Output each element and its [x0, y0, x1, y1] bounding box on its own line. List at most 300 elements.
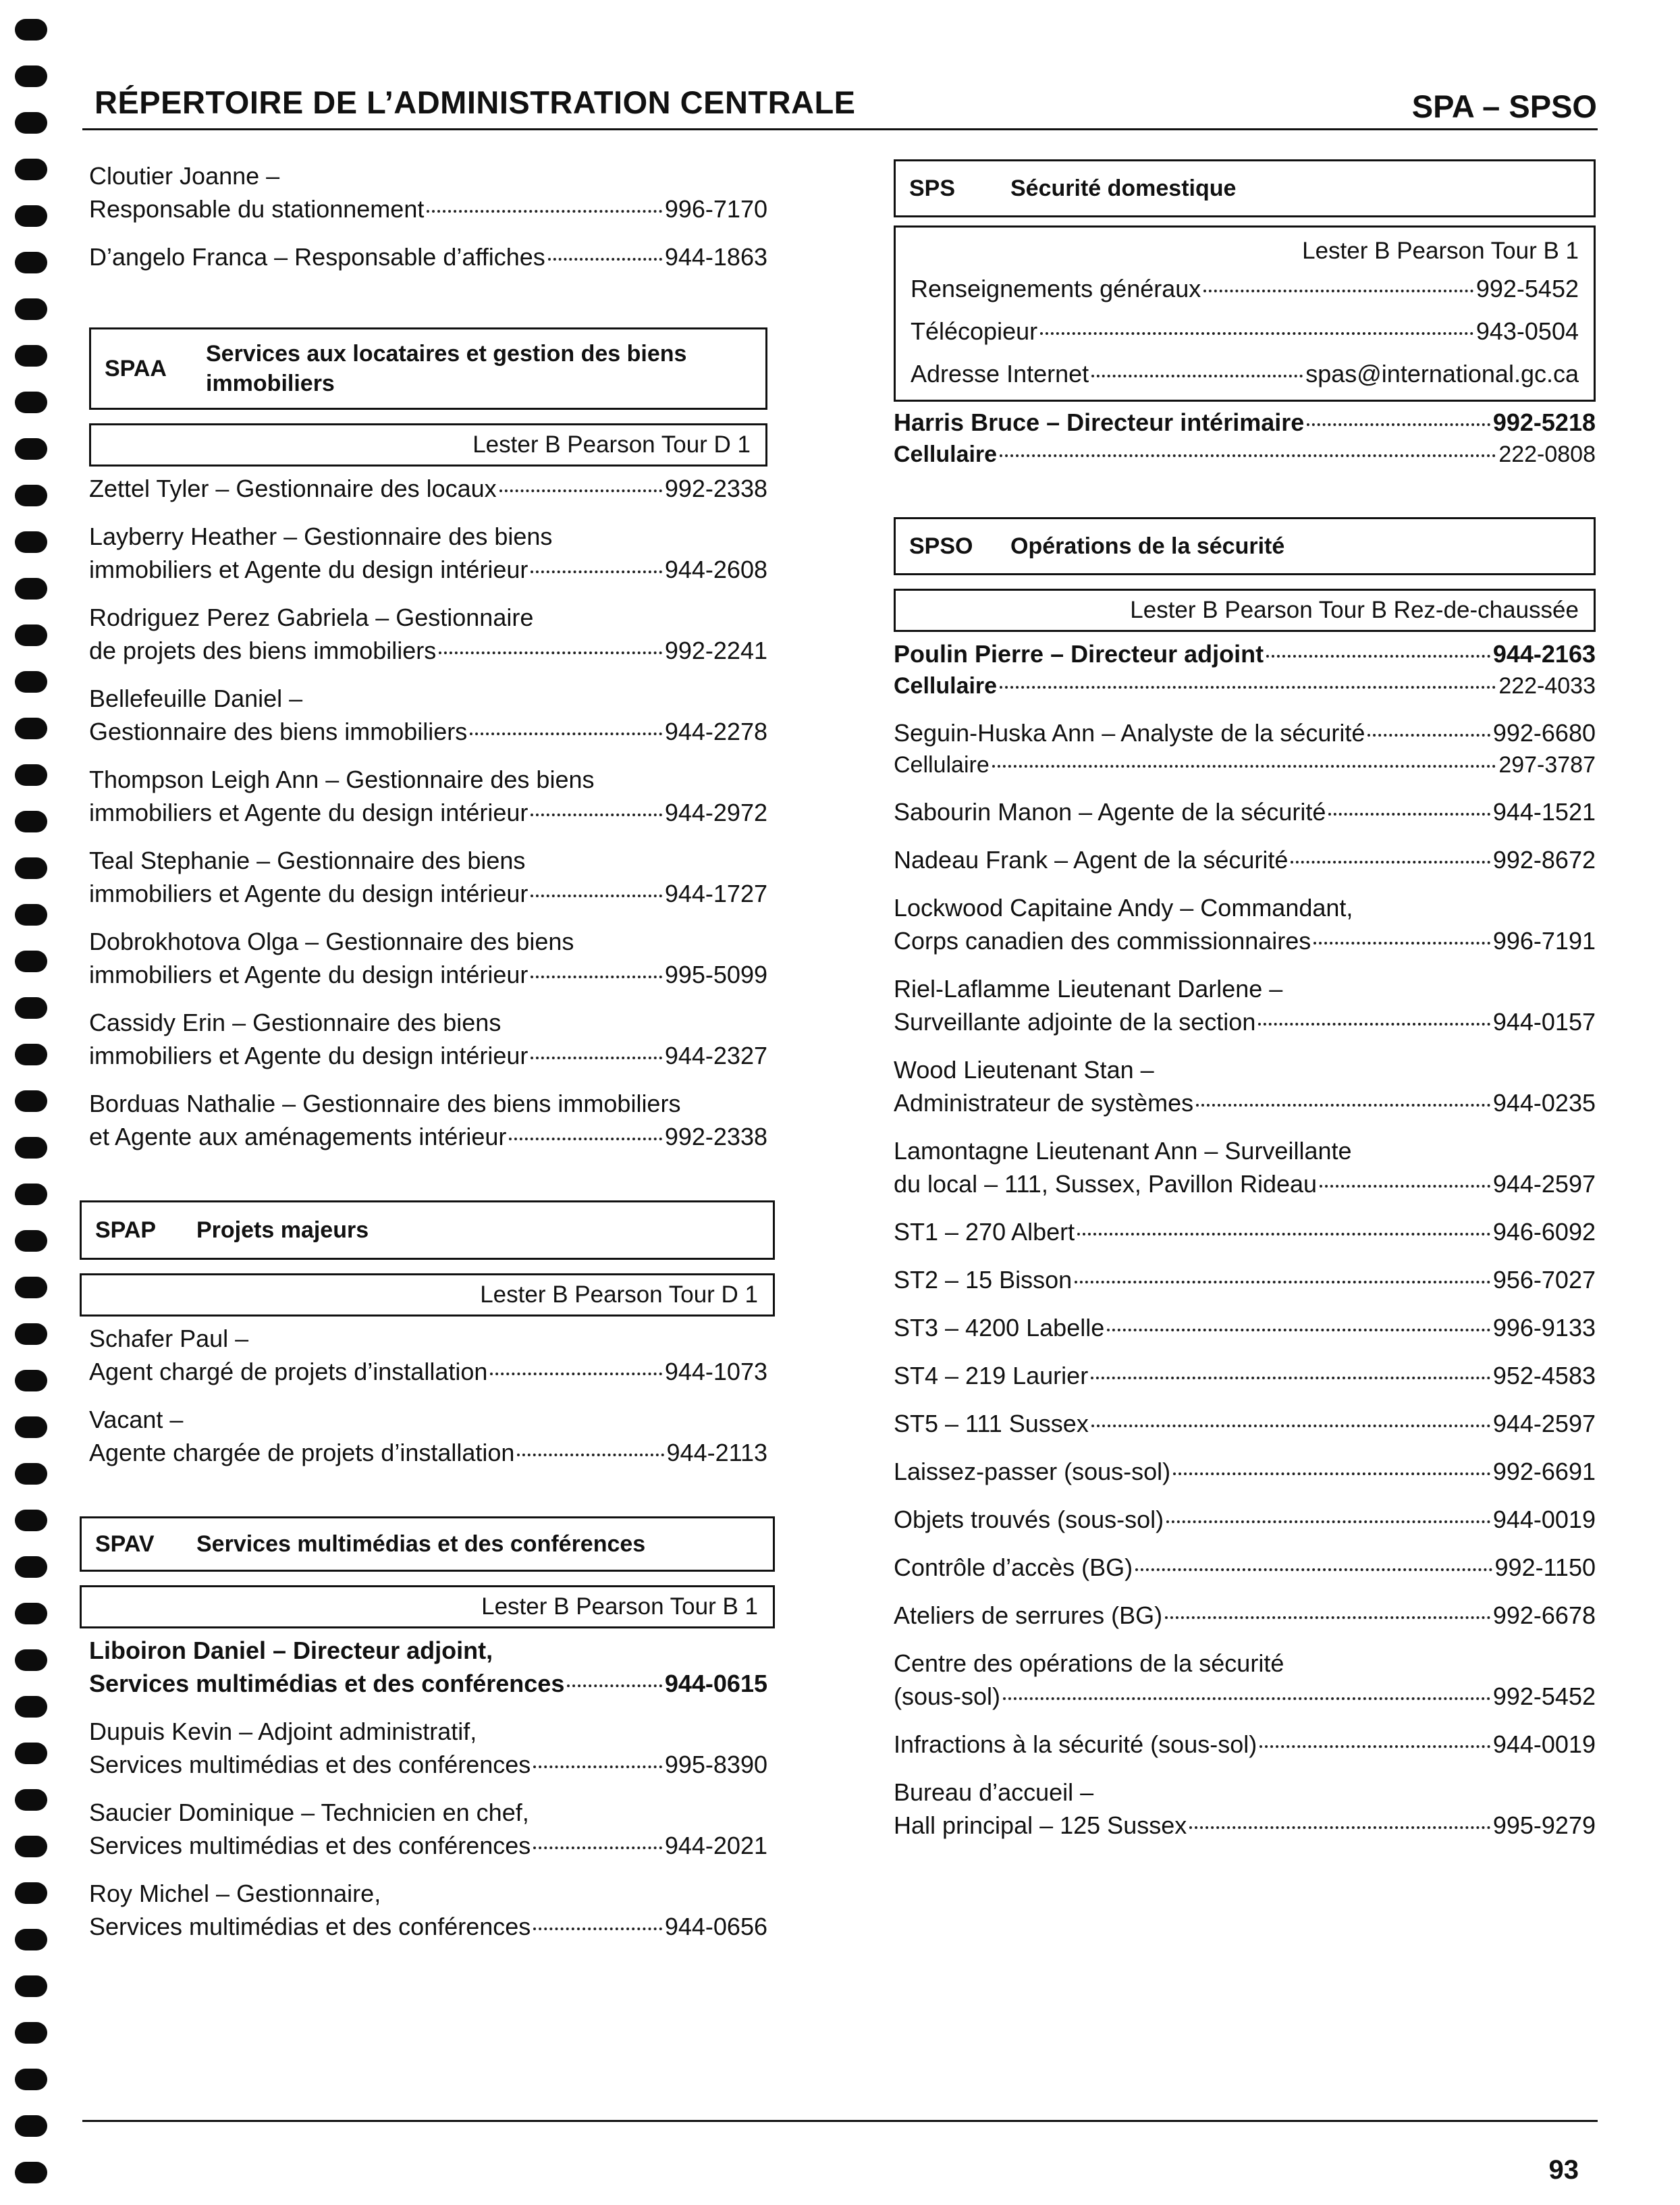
- cell-line: [894, 439, 1596, 470]
- entry-text: Poulin Pierre – Directeur adjoint: [894, 640, 1264, 668]
- entry-text: ST5 – 111 Sussex: [894, 1410, 1089, 1437]
- entry-line: [89, 553, 767, 586]
- dot-leader: [1091, 1377, 1490, 1379]
- binding-hole: [15, 1789, 47, 1811]
- entry-line: [89, 877, 767, 910]
- dot-leader: [1189, 1826, 1490, 1829]
- directory-entry: [89, 1087, 767, 1153]
- entry-text: Responsable du stationnement: [89, 195, 425, 223]
- entry-text: Hall principal – 125 Sussex: [894, 1811, 1187, 1839]
- entry-line: [894, 1134, 1596, 1167]
- binding-hole: [15, 1370, 47, 1391]
- directory-entry: [894, 1215, 1596, 1248]
- entry-text: Cassidy Erin – Gestionnaire des biens: [89, 1009, 502, 1036]
- binding-hole: [15, 671, 47, 693]
- entry-line: [894, 843, 1596, 876]
- entry-line: [89, 925, 767, 958]
- right-column: [894, 159, 1596, 1857]
- entry-line: [894, 1005, 1596, 1038]
- phone-number: 992-6680: [1492, 719, 1596, 747]
- entry-text: Sabourin Manon – Agente de la sécurité: [894, 798, 1326, 826]
- phone-number: 992-1150: [1494, 1553, 1596, 1581]
- entry-text: Harris Bruce – Directeur intérimaire: [894, 408, 1305, 436]
- directory-entry: [894, 1263, 1596, 1296]
- page-header-title: RÉPERTOIRE DE L’ADMINISTRATION CENTRALE: [94, 84, 856, 120]
- entry-line: [894, 1455, 1596, 1488]
- entry-line: [89, 1796, 767, 1829]
- entry-line: [894, 1359, 1596, 1392]
- dot-leader: [1203, 290, 1473, 292]
- entry-line: [89, 1436, 767, 1469]
- binding-hole: [15, 1603, 47, 1624]
- binding-hole: [15, 811, 47, 832]
- directory-entry: [894, 406, 1596, 470]
- dot-leader: [548, 258, 662, 261]
- entry-line: [89, 634, 767, 667]
- entry-line: [89, 1748, 767, 1781]
- entry-line: [894, 1086, 1596, 1119]
- directory-entry: [911, 357, 1579, 390]
- dot-leader: [427, 210, 662, 213]
- entry-text: immobiliers et Agente du design intérieur: [89, 556, 529, 583]
- entry-text: Teal Stephanie – Gestionnaire des biens: [89, 847, 526, 874]
- dot-leader: [1307, 423, 1490, 426]
- directory-entry: [89, 844, 767, 910]
- left-column: [89, 159, 767, 1958]
- entry-text: Cloutier Joanne –: [89, 162, 280, 190]
- entry-line: [89, 1667, 767, 1700]
- section-sps-general-lines: [911, 272, 1579, 390]
- entry-text: Services multimédias et des conférences: [89, 1751, 531, 1778]
- entry-text: du local – 111, Sussex, Pavillon Rideau: [894, 1170, 1318, 1198]
- phone-number: 944-1727: [664, 880, 767, 907]
- entry-text: Lockwood Capitaine Andy – Commandant,: [894, 894, 1353, 922]
- phone-number: 996-9133: [1492, 1314, 1596, 1341]
- phone-number: 944-2597: [1492, 1170, 1596, 1198]
- entry-line: [89, 1877, 767, 1910]
- dot-leader: [992, 765, 1496, 768]
- dot-leader: [531, 976, 662, 978]
- entry-text: Thompson Leigh Ann – Gestionnaire des biens: [89, 766, 595, 793]
- entry-text: Services multimédias et des conférences: [89, 1832, 531, 1859]
- directory-entry: [89, 763, 767, 829]
- section-spaa-header: [89, 327, 767, 410]
- directory-entry: [89, 601, 767, 667]
- directory-entry: [89, 472, 767, 505]
- entry-line: [89, 520, 767, 553]
- entry-text: D’angelo Franca – Responsable d’affiches: [89, 243, 545, 271]
- entry-line: [89, 1006, 767, 1039]
- directory-entry: [89, 1634, 767, 1700]
- entry-line: [894, 795, 1596, 828]
- section-code: SPS: [909, 176, 956, 201]
- entry-text: Agent chargé de projets d’installation: [89, 1358, 488, 1385]
- entry-line: [89, 1403, 767, 1436]
- entry-text: ST4 – 219 Laurier: [894, 1362, 1089, 1389]
- entry-line: [894, 1551, 1596, 1584]
- entry-line: [89, 159, 767, 192]
- directory-entry: [89, 1322, 767, 1388]
- directory-entry: [894, 1599, 1596, 1632]
- binding-hole: [15, 904, 47, 926]
- section-spap-entries: [89, 1322, 767, 1469]
- entry-text: Liboiron Daniel – Directeur adjoint,: [89, 1637, 493, 1664]
- entry-text: ST3 – 4200 Labelle: [894, 1314, 1105, 1341]
- section-name: Services multimédias et des conférences: [196, 1531, 646, 1557]
- section-sps-entries: [894, 406, 1596, 470]
- binding-hole: [15, 252, 47, 273]
- entry-line: [911, 272, 1579, 305]
- directory-entry: [89, 925, 767, 991]
- phone-number: 944-2597: [1492, 1410, 1596, 1437]
- dot-leader: [531, 814, 662, 816]
- cell-number: 297-3787: [1498, 752, 1596, 778]
- binding-hole: [15, 2069, 47, 2090]
- directory-entry: [894, 637, 1596, 701]
- entry-text: ST2 – 15 Bisson: [894, 1266, 1073, 1294]
- entry-line: [89, 763, 767, 796]
- phone-number: 992-6691: [1492, 1458, 1596, 1485]
- dot-leader: [1091, 1425, 1490, 1427]
- phone-number: 992-6678: [1492, 1601, 1596, 1629]
- phone-number: 992-5452: [1475, 275, 1579, 302]
- phone-number: 952-4583: [1492, 1362, 1596, 1389]
- phone-number: 944-1521: [1492, 798, 1596, 826]
- phone-number: 956-7027: [1492, 1266, 1596, 1294]
- phone-number: 944-2163: [1492, 640, 1596, 668]
- entry-text: et Agente aux aménagements intérieur: [89, 1123, 507, 1150]
- cell-line: [894, 749, 1596, 780]
- binding-hole: [15, 1556, 47, 1578]
- phone-number: 995-9279: [1492, 1811, 1596, 1839]
- directory-entry: [894, 1551, 1596, 1584]
- phone-number: spas@international.gc.ca: [1305, 360, 1579, 388]
- dot-leader: [490, 1373, 661, 1375]
- directory-entry: [894, 1407, 1596, 1440]
- entry-text: Bureau d’accueil –: [894, 1778, 1094, 1806]
- cell-label: Cellulaire: [894, 673, 998, 699]
- binding-hole: [15, 1929, 47, 1950]
- dot-leader: [1000, 686, 1496, 689]
- entry-line: [894, 637, 1596, 670]
- phone-number: 944-2972: [664, 799, 767, 826]
- entry-text: Borduas Nathalie – Gestionnaire des biens immobiliers: [89, 1090, 681, 1117]
- directory-entry: [89, 159, 767, 225]
- phone-number: 943-0504: [1475, 317, 1579, 345]
- entry-text: immobiliers et Agente du design intérieur: [89, 1042, 529, 1069]
- binding-hole: [15, 625, 47, 646]
- directory-entry: [894, 716, 1596, 780]
- phone-number: 944-0157: [1492, 1008, 1596, 1036]
- binding-hole: [15, 1416, 47, 1438]
- entry-text: Dupuis Kevin – Adjoint administratif,: [89, 1718, 477, 1745]
- directory-entry: [911, 272, 1579, 305]
- section-spav-header: [80, 1516, 775, 1572]
- entry-line: [894, 972, 1596, 1005]
- directory-entry: [894, 1503, 1596, 1536]
- entry-line: [89, 1910, 767, 1943]
- dot-leader: [533, 1928, 662, 1930]
- entry-line: [894, 1599, 1596, 1632]
- entry-text: Schafer Paul –: [89, 1325, 249, 1352]
- directory-entry: [894, 1359, 1596, 1392]
- phone-number: 992-2241: [664, 637, 767, 664]
- entry-line: [894, 1263, 1596, 1296]
- section-sps-header: [894, 159, 1596, 217]
- dot-leader: [1165, 1616, 1490, 1619]
- binding-hole: [15, 1277, 47, 1298]
- binding-hole: [15, 1230, 47, 1252]
- entry-text: Roy Michel – Gestionnaire,: [89, 1880, 381, 1907]
- dot-leader: [1196, 1104, 1490, 1107]
- entry-text: Bellefeuille Daniel –: [89, 685, 303, 712]
- entry-line: [894, 1647, 1596, 1680]
- section-spaa-entries: [89, 472, 767, 1153]
- binding-hole: [15, 857, 47, 879]
- section-sps-general-box: [894, 225, 1596, 402]
- phone-number: 996-7191: [1492, 927, 1596, 955]
- dot-leader: [1091, 375, 1303, 377]
- entry-line: [89, 1322, 767, 1355]
- entry-text: Agente chargée de projets d’installation: [89, 1439, 515, 1466]
- dot-leader: [1040, 332, 1473, 335]
- entry-line: [89, 1087, 767, 1120]
- section-name: Projets majeurs: [196, 1217, 369, 1243]
- entry-text: Corps canadien des commissionnaires: [894, 927, 1311, 955]
- directory-entry: [894, 1311, 1596, 1344]
- entry-line: [89, 796, 767, 829]
- phone-number: 995-5099: [664, 961, 767, 988]
- dot-leader: [1266, 655, 1490, 658]
- binding-hole: [15, 2022, 47, 2044]
- dot-leader: [1328, 813, 1490, 816]
- dot-leader: [1135, 1568, 1492, 1571]
- entry-line: [894, 1680, 1596, 1713]
- section-code: SPAV: [95, 1531, 155, 1557]
- entry-text: immobiliers et Agente du design intérieur: [89, 961, 529, 988]
- entry-text: Centre des opérations de la sécurité: [894, 1649, 1284, 1677]
- binding-hole: [15, 531, 47, 553]
- binding-hole: [15, 1743, 47, 1764]
- dot-leader: [470, 733, 662, 735]
- directory-entry: [894, 843, 1596, 876]
- entry-line: [89, 715, 767, 748]
- binding-hole: [15, 1649, 47, 1671]
- dot-leader: [1313, 942, 1490, 945]
- section-code: SPAP: [95, 1217, 157, 1243]
- entry-line: [89, 1829, 767, 1862]
- phone-number: 995-8390: [664, 1751, 767, 1778]
- entry-line: [89, 1355, 767, 1388]
- dot-leader: [1320, 1185, 1490, 1188]
- entry-line: [894, 1809, 1596, 1842]
- entry-text: ST1 – 270 Albert: [894, 1218, 1075, 1246]
- binding-hole: [15, 1882, 47, 1904]
- binding-hole: [15, 718, 47, 739]
- entry-line: [89, 1715, 767, 1748]
- binding-hole: [15, 1836, 47, 1857]
- phone-number: 944-2278: [664, 718, 767, 745]
- phone-number: 992-2338: [664, 1123, 767, 1150]
- page-number: 93: [1548, 2155, 1579, 2185]
- entry-text: Administrateur de systèmes: [894, 1089, 1194, 1117]
- directory-entry: [89, 240, 767, 273]
- entry-line: [894, 406, 1596, 439]
- binding-hole: [15, 2115, 47, 2137]
- directory-entry: [89, 1403, 767, 1469]
- dot-leader: [531, 1057, 662, 1059]
- directory-entry: [911, 315, 1579, 348]
- binding-hole: [15, 65, 47, 87]
- entry-text: Nadeau Frank – Agent de la sécurité: [894, 846, 1289, 874]
- phone-number: 944-0019: [1492, 1730, 1596, 1758]
- entry-text: Wood Lieutenant Stan –: [894, 1056, 1154, 1084]
- entry-text: Rodriguez Perez Gabriela – Gestionnaire: [89, 604, 534, 631]
- entry-text: Surveillante adjointe de la section: [894, 1008, 1256, 1036]
- phone-number: 944-0235: [1492, 1089, 1596, 1117]
- entry-text: Riel-Laflamme Lieutenant Darlene –: [894, 975, 1283, 1003]
- directory-entry: [894, 972, 1596, 1038]
- section-spso-entries: [894, 637, 1596, 1842]
- section-name: Sécurité domestique: [1010, 176, 1237, 201]
- phone-number: 944-0019: [1492, 1506, 1596, 1533]
- entry-line: [894, 1503, 1596, 1536]
- phone-number: 992-8672: [1492, 846, 1596, 874]
- phone-number: 944-2608: [664, 556, 767, 583]
- entry-line: [89, 1039, 767, 1072]
- dot-leader: [1367, 734, 1490, 737]
- directory-entry: [894, 1455, 1596, 1488]
- entry-text: Saucier Dominique – Technicien en chef,: [89, 1799, 529, 1826]
- entry-text: Seguin-Huska Ann – Analyste de la sécurité: [894, 719, 1365, 747]
- entry-text: immobiliers et Agente du design intérieur: [89, 799, 529, 826]
- entry-line: [911, 315, 1579, 348]
- directory-entry: [894, 1776, 1596, 1842]
- entry-line: [89, 601, 767, 634]
- entry-text: Dobrokhotova Olga – Gestionnaire des biens: [89, 928, 574, 955]
- entry-text: Adresse Internet: [911, 360, 1089, 388]
- cell-number: 222-0808: [1498, 442, 1596, 467]
- binding-hole: [15, 1044, 47, 1065]
- entry-text: Contrôle d’accès (BG): [894, 1553, 1133, 1581]
- footer-rule: [82, 2120, 1598, 2122]
- phone-number: 992-5218: [1492, 408, 1596, 436]
- entry-line: [89, 240, 767, 273]
- phone-number: 992-5452: [1492, 1682, 1596, 1710]
- binding-hole: [15, 159, 47, 180]
- entry-text: Ateliers de serrures (BG): [894, 1601, 1163, 1629]
- phone-number: 944-2327: [664, 1042, 767, 1069]
- phone-number: 944-2113: [666, 1439, 767, 1466]
- binding-hole: [15, 392, 47, 413]
- dot-leader: [531, 570, 662, 573]
- directory-entry: [894, 1134, 1596, 1200]
- cell-line: [894, 670, 1596, 701]
- header-rule: [82, 128, 1598, 130]
- directory-entry: [89, 1877, 767, 1943]
- entry-line: [89, 472, 767, 505]
- entry-line: [894, 716, 1596, 749]
- phone-number: 946-6092: [1492, 1218, 1596, 1246]
- directory-entry: [89, 520, 767, 586]
- directory-entry: [894, 1647, 1596, 1713]
- binding-hole: [15, 997, 47, 1019]
- directory-entry: [894, 891, 1596, 957]
- binding-hole: [15, 578, 47, 600]
- binding-hole: [15, 951, 47, 972]
- entry-line: [894, 891, 1596, 924]
- binding-hole: [15, 298, 47, 320]
- section-code: SPSO: [909, 533, 973, 559]
- binding-hole: [15, 764, 47, 786]
- binding-hole: [15, 2162, 47, 2183]
- binding-hole: [15, 485, 47, 506]
- entry-line: [89, 1120, 767, 1153]
- dot-leader: [1003, 1697, 1490, 1700]
- dot-leader: [1000, 454, 1496, 457]
- dot-leader: [439, 652, 662, 654]
- entry-line: [894, 924, 1596, 957]
- top-entries: [89, 159, 767, 273]
- directory-entry: [894, 795, 1596, 828]
- entry-text: Gestionnaire des biens immobiliers: [89, 718, 468, 745]
- entry-text: Layberry Heather – Gestionnaire des biens: [89, 523, 553, 550]
- directory-entry: [894, 1728, 1596, 1761]
- dot-leader: [499, 489, 662, 492]
- entry-line: [89, 192, 767, 225]
- binding-hole: [15, 1323, 47, 1345]
- entry-text: Services multimédias et des conférences: [89, 1913, 531, 1940]
- entry-text: (sous-sol): [894, 1682, 1001, 1710]
- dot-leader: [1166, 1520, 1490, 1523]
- binding-hole: [15, 112, 47, 134]
- cell-label: Cellulaire: [894, 442, 998, 467]
- binding-hole: [15, 1137, 47, 1159]
- phone-number: 944-1073: [664, 1358, 767, 1385]
- dot-leader: [531, 895, 662, 897]
- binding-hole: [15, 19, 47, 41]
- section-spso-location: Lester B Pearson Tour B Rez-de-chaussée: [894, 589, 1596, 632]
- entry-line: [894, 1053, 1596, 1086]
- entry-line: [89, 844, 767, 877]
- entry-text: Renseignements généraux: [911, 275, 1201, 302]
- dot-leader: [1075, 1281, 1490, 1283]
- cell-label: Cellulaire: [894, 752, 990, 778]
- section-name: Services aux locataires et gestion des biens immobiliers: [206, 341, 687, 396]
- entry-text: Infractions à la sécurité (sous-sol): [894, 1730, 1257, 1758]
- phone-number: 944-0656: [664, 1913, 767, 1940]
- dot-leader: [1107, 1329, 1490, 1331]
- dot-leader: [533, 1847, 662, 1849]
- dot-leader: [509, 1138, 661, 1140]
- phone-number: 944-0615: [664, 1670, 767, 1697]
- entry-text: immobiliers et Agente du design intérieur: [89, 880, 529, 907]
- entry-text: Zettel Tyler – Gestionnaire des locaux: [89, 475, 497, 502]
- dot-leader: [1291, 861, 1490, 864]
- binding-hole: [15, 1696, 47, 1718]
- binding-holes: [15, 0, 55, 2205]
- entry-text: Laissez-passer (sous-sol): [894, 1458, 1171, 1485]
- entry-line: [894, 1311, 1596, 1344]
- entry-text: Vacant –: [89, 1406, 184, 1433]
- entry-line: [894, 1167, 1596, 1200]
- section-spav-location: Lester B Pearson Tour B 1: [80, 1585, 775, 1628]
- entry-line: [894, 1215, 1596, 1248]
- dot-leader: [533, 1765, 662, 1768]
- entry-line: [89, 1634, 767, 1667]
- dot-leader: [1259, 1745, 1490, 1748]
- dot-leader: [567, 1684, 662, 1687]
